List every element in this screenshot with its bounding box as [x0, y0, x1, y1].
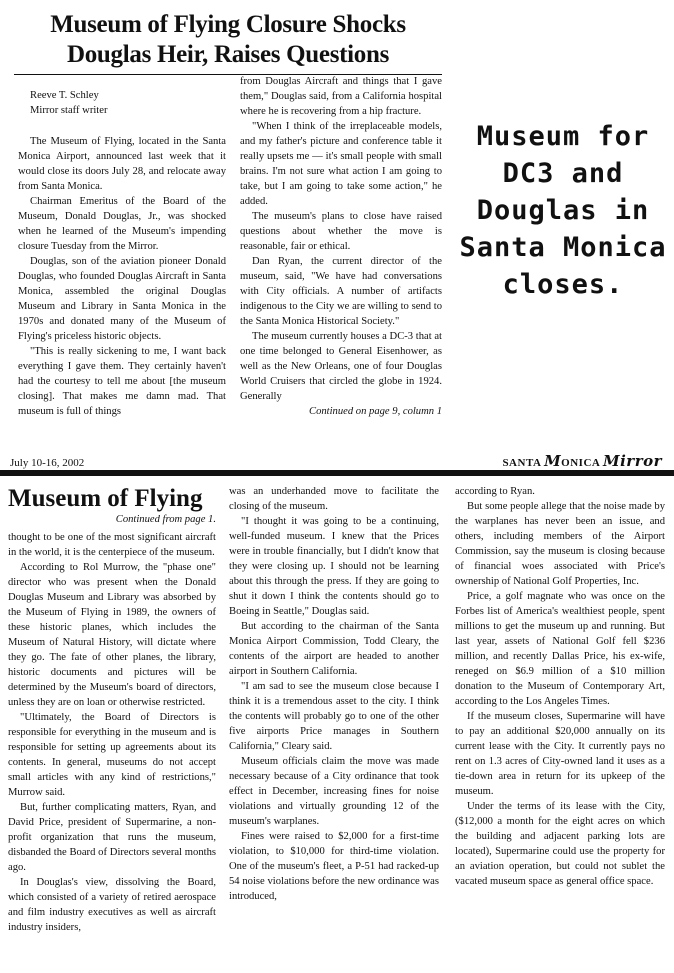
masthead-onica: ONICA: [561, 457, 603, 469]
paragraph: "This is really sickening to me, I want back everything I gave them. They certainly haven't had the courtesy to tell me about [the museum closing]. That makes me damn mad. That museum is full of things: [18, 346, 226, 417]
paragraph: "When I think of the irreplaceable models, and my father's picture and conference table it really upsets me — it's small people with small brains. I'm not sure what action I am going to take, but I am going to take some action," he added.: [240, 121, 442, 207]
paragraph: thought to be one of the most significant aircraft in the world, it is the centerpiece of the museum.: [8, 532, 216, 558]
paragraph: Dan Ryan, the current director of the museum, said, "We have had conversations with City officials. A number of artifacts indigenous to the City we are willing to send to the Santa Monica Historical Society.": [240, 256, 442, 327]
continuation-title: Museum of Flying: [8, 485, 203, 512]
masthead-m: M: [544, 452, 562, 470]
continuation-column-3: [455, 484, 665, 889]
paragraph: If the museum closes, Supermarine will have to pay an additional $20,000 annually on its current lease with the City. It currently pays no rent on 1.3 acres of City-owned land it uses as a tie-down area in return for its upkeep of the museum.: [455, 711, 665, 797]
paragraph: Under the terms of its lease with the City, ($12,000 a month for the eight acres on which the building and adjacent parking lots are located), Supermarine could use the property for an aviation operation, but could not sublet the vacated museum space as general office space.: [455, 801, 665, 887]
paragraph: Price, a golf magnate who was once on the Forbes list of America's wealthiest people, spent millions to get the museum up and running. But last year, assets of National Golf fell $236 million, and recently Dallas Price, his ex-wife, reneged on $6.9 million of a $10 million donation to the Museum of Contemporary Art, according to the Los Angeles Times.: [455, 591, 665, 707]
paragraph: The museum's plans to close have raised questions about whether the move is reasonable, fair or ethical.: [240, 211, 442, 252]
top-article-column-2: [240, 74, 442, 419]
headline: Museum of Flying Closure Shocks Douglas Heir, Raises Questions: [50, 11, 406, 68]
paragraph: But according to the chairman of the Santa Monica Airport Commission, Todd Cleary, the contents of the airport are headed to another airport in Southern California.: [229, 621, 439, 677]
sidebar-callout: Museum for DC3 and Douglas in Santa Monica closes.: [459, 121, 667, 300]
masthead-santa: SANTA: [502, 457, 545, 469]
continuation-column-1: [8, 530, 216, 935]
paragraph: According to Rol Murrow, the "phase one" director who was present when the Donald Douglas Museum and Library was absorbed by the Museum of Flying in 1989, the owners of these historic planes, which includes the Museum of Natural History, will dictate where they go. The fate of other planes, the library, historic documents and pictures will be determined by the Museum's board of directors, unless they are on loan or otherwise restricted.: [8, 562, 216, 708]
paragraph: The Museum of Flying, located in the Santa Monica Airport, announced last week that it would close its doors July 28, and relocate away from Santa Monica.: [18, 136, 226, 192]
paragraph: Douglas, son of the aviation pioneer Donald Douglas, who founded Douglas Aircraft in Santa Monica, assembled the original Douglas Museum and Library in Santa Monica in the 1970s and donated many of the Museum of Flying's priceless historic objects.: [18, 256, 226, 342]
paragraph: Chairman Emeritus of the Board of the Museum, Donald Douglas, Jr., was shocked when he learned of the Museum's impending closure Tuesday from the Mirror.: [18, 196, 226, 252]
paragraph: "I am sad to see the museum close because I think it is a tremendous asset to the city. I think the contents will probably go to one of the other five airports Price manages in Southern California," Cleary said.: [229, 681, 439, 752]
top-article-column-1: [18, 134, 226, 419]
byline: [30, 88, 107, 118]
masthead: [502, 452, 662, 470]
paragraph: Museum officials claim the move was made necessary because of a City ordinance that took effect in December, increasing fines for noise violations and virtually grounding 12 of the museum's warplanes.: [229, 756, 439, 827]
section-divider: [0, 470, 674, 476]
paragraph: "Ultimately, the Board of Directors is responsible for everything in the museum and is responsible for setting up agreements about its contents. In general, museums do not accept small articles with any kind of restrictions," Murrow said.: [8, 712, 216, 798]
masthead-mirror: Mirror: [602, 452, 662, 470]
continued-from: Continued from page 1.: [115, 514, 216, 525]
paragraph: In Douglas's view, dissolving the Board, which consisted of a variety of retired aerospace and film industry executives as well as aircraft industry insiders,: [8, 877, 216, 933]
paragraph: from Douglas Aircraft and things that I gave them," Douglas said, from a California hospital where he is recovering from a hip fracture.: [240, 76, 442, 117]
paragraph: "I thought it was going to be a continuing, well-funded museum. I knew that the Prices were in trouble financially, but I didn't know that they were closing up. I should not be learning about this through the press. If they are going to shut it down I think the contents should go to Boeing in Seattle," Douglas said.: [229, 516, 439, 617]
paragraph: according to Ryan.: [455, 486, 535, 497]
author-role: Mirror staff writer: [30, 105, 108, 116]
issue-date: July 10-16, 2002: [10, 457, 85, 469]
paragraph: But some people allege that the noise made by the warplanes has never been an issue, and others, including members of the Airport Commission, say the museum is closing because of financial woes associated with Price's ownership of National Golf Properties, Inc.: [455, 501, 665, 587]
paragraph: Fines were raised to $2,000 for a first-time violation, to $10,000 for third-time violation. One of the museum's fleet, a P-51 had racked-up 54 noise violations before the new ordinance was introduced,: [229, 831, 439, 902]
paragraph: The museum currently houses a DC-3 that at one time belonged to General Eisenhower, as well as the New Orleans, one of four Douglas World Cruisers that circled the globe in 1924. Generally: [240, 331, 442, 402]
continuation-column-2: [229, 484, 439, 904]
paragraph: But, further complicating matters, Ryan, and David Price, president of Supermarine, a non-profit organization that runs the museum, disbanded the Board of Directors several months ago.: [8, 802, 216, 873]
continued-line: Continued on page 9, column 1: [309, 406, 442, 417]
paragraph: was an underhanded move to facilitate the closing of the museum.: [229, 486, 439, 512]
author-name: Reeve T. Schley: [30, 90, 99, 101]
